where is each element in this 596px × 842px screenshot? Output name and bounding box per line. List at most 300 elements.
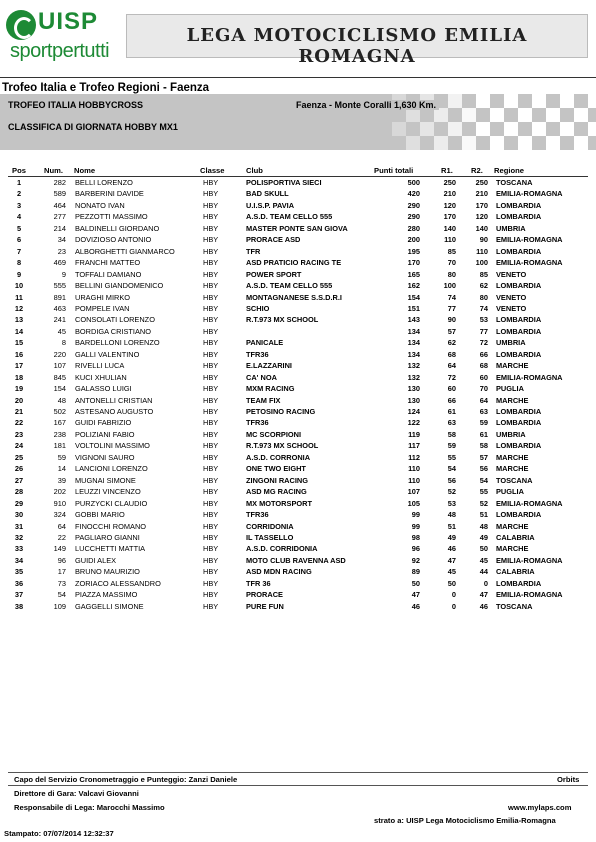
cell-pos: 1: [16, 178, 22, 187]
event-location: Faenza - Monte Coralli 1,630 Km.: [296, 100, 439, 110]
table-row: [0, 429, 596, 440]
cell-tot: 119: [408, 429, 420, 439]
cell-tot: 170: [407, 258, 420, 268]
table-row: [0, 463, 596, 474]
cell-num: 502: [53, 407, 66, 416]
table-row: [0, 188, 596, 199]
uisp-logo: [4, 6, 124, 66]
cell-num: 34: [57, 235, 66, 245]
cell-club: E.LAZZARINI: [246, 361, 292, 371]
cell-r2: 250: [475, 178, 488, 187]
cell-num: 96: [57, 555, 66, 565]
cell-classe: HBY: [203, 590, 219, 600]
cell-num: 14: [57, 464, 66, 474]
cell-r2: 85: [479, 269, 488, 279]
cell-r2: 68: [479, 361, 488, 371]
cell-nome: BORDIGA CRISTIANO: [75, 326, 151, 336]
cell-nome: PEZZOTTI MASSIMO: [75, 212, 148, 222]
table-row: [0, 383, 596, 394]
cell-r2: 61: [479, 429, 488, 439]
cell-tot: 98: [411, 532, 420, 542]
cell-nome: BALDINELLI GIORDANO: [75, 223, 160, 233]
cell-nome: VIGNONI SAURO: [75, 452, 135, 462]
cell-pos: 15: [14, 338, 24, 348]
cell-r2: 0: [483, 578, 488, 588]
cell-r2: 49: [479, 532, 488, 542]
cell-regione: MARCHE: [496, 544, 529, 554]
cell-classe: HBY: [203, 292, 219, 302]
cell-club: A.S.D. TEAM CELLO 555: [246, 212, 333, 222]
cell-tot: 280: [407, 223, 420, 233]
cell-pos: 20: [14, 395, 24, 405]
cell-r1: 58: [447, 429, 456, 439]
cell-r1: 51: [447, 521, 456, 531]
logo-tagline: sportpertutti: [10, 40, 110, 62]
cell-club: TFR36: [246, 418, 269, 428]
cell-pos: 28: [14, 487, 24, 497]
cell-regione: LOMBARDIA: [496, 212, 542, 222]
cell-classe: HBY: [203, 361, 219, 371]
cell-pos: 24: [14, 441, 24, 451]
cell-r2: 140: [475, 223, 488, 233]
cell-club: TFR 36: [246, 578, 271, 588]
cell-r2: 46: [479, 601, 488, 611]
cell-club: PANICALE: [246, 338, 284, 348]
cell-r1: 0: [451, 590, 456, 600]
cell-regione: TOSCANA: [496, 601, 533, 611]
cell-pos: 33: [14, 544, 24, 554]
cell-classe: HBY: [203, 349, 219, 359]
table-row: [0, 234, 596, 245]
cell-pos: 23: [14, 429, 24, 439]
cell-nome: GUIDI ALEX: [75, 555, 117, 565]
cell-classe: HBY: [203, 281, 219, 291]
cell-nome: POMPELE IVAN: [75, 303, 130, 313]
col-nome: Nome: [74, 166, 96, 175]
event-info-box: [0, 94, 596, 150]
cell-pos: 9: [16, 269, 22, 279]
cell-classe: HBY: [203, 521, 219, 531]
cell-classe: HBY: [203, 407, 219, 416]
cell-pos: 30: [14, 510, 24, 520]
trophy-name: TROFEO ITALIA HOBBYCROSS: [8, 100, 143, 110]
table-row: [0, 360, 596, 371]
table-row: [0, 555, 596, 566]
cell-nome: PAGLIARO GIANNI: [75, 532, 140, 542]
table-row: [0, 406, 596, 417]
cell-club: TFR36: [246, 510, 269, 520]
cell-pos: 13: [14, 315, 24, 325]
cell-pos: 34: [14, 555, 24, 565]
cell-tot: 99: [411, 510, 420, 520]
cell-nome: GUIDI FABRIZIO: [75, 418, 132, 428]
cell-r1: 53: [447, 498, 456, 508]
cell-classe: HBY: [203, 235, 219, 245]
cell-nome: GALLI VALENTINO: [75, 349, 140, 359]
cell-tot: 105: [407, 498, 420, 508]
cell-tot: 107: [407, 487, 420, 497]
cell-nome: DOVIZIOSO ANTONIO: [75, 235, 152, 245]
table-row: [0, 417, 596, 428]
col-punti: Punti totali: [374, 166, 414, 175]
cell-r1: 66: [447, 395, 456, 405]
cell-r2: 80: [479, 292, 488, 302]
cell-pos: 3: [16, 200, 22, 210]
cell-nome: VOLTOLINI MASSIMO: [75, 441, 150, 451]
cell-classe: HBY: [203, 200, 219, 210]
cell-classe: HBY: [203, 452, 219, 462]
cell-num: 154: [53, 384, 66, 394]
cell-pos: 22: [14, 418, 24, 428]
cell-tot: 162: [407, 281, 420, 291]
cell-club: ONE TWO EIGHT: [246, 464, 306, 474]
cell-pos: 31: [14, 521, 24, 531]
cell-regione: CALABRIA: [496, 532, 535, 542]
cell-regione: LOMBARDIA: [496, 441, 542, 451]
cell-club: POLISPORTIVA SIECI: [246, 178, 322, 187]
cell-r2: 210: [475, 189, 488, 199]
cell-r2: 44: [479, 567, 488, 577]
cell-pos: 25: [14, 452, 24, 462]
table-row: [0, 521, 596, 532]
cell-r1: 80: [447, 269, 456, 279]
cell-regione: EMILIA-ROMAGNA: [496, 555, 563, 565]
cell-club: U.I.S.P. PAVIA: [246, 200, 295, 210]
cell-r2: 53: [479, 315, 488, 325]
table-row: [0, 200, 596, 211]
cell-r2: 47: [479, 590, 488, 600]
cell-pos: 35: [14, 567, 24, 577]
cell-r2: 120: [475, 212, 488, 222]
cell-club: TFR: [246, 246, 261, 256]
cell-tot: 134: [407, 338, 420, 348]
cell-regione: LOMBARDIA: [496, 315, 542, 325]
cell-r2: 54: [479, 475, 488, 485]
cell-r1: 0: [451, 601, 456, 611]
cell-regione: LOMBARDIA: [496, 200, 542, 210]
cell-club: ASD MDN RACING: [246, 567, 312, 577]
cell-num: 64: [57, 521, 66, 531]
cell-num: 241: [53, 315, 66, 325]
cell-club: PRORACE ASD: [246, 235, 301, 245]
cell-r1: 62: [447, 338, 456, 348]
table-row: [0, 372, 596, 383]
cell-club: MC SCORPIONI: [246, 429, 302, 439]
cell-nome: ZORIACO ALESSANDRO: [75, 578, 161, 588]
table-row: [0, 532, 596, 543]
cell-tot: 50: [411, 578, 420, 588]
cell-r1: 52: [447, 487, 456, 497]
cell-num: 23: [57, 246, 66, 256]
cell-r1: 77: [447, 303, 456, 313]
cell-regione: LOMBARDIA: [496, 578, 542, 588]
cell-num: 107: [53, 361, 66, 371]
cell-pos: 5: [16, 223, 22, 233]
organization-banner: [126, 14, 588, 67]
cell-num: 22: [57, 532, 66, 542]
cell-nome: TOFFALI DAMIANO: [75, 269, 142, 279]
cell-r2: 48: [479, 521, 488, 531]
cell-num: 39: [57, 475, 66, 485]
cell-club: CORRIDONIA: [246, 521, 294, 531]
cell-tot: 132: [407, 361, 420, 371]
cell-nome: MUGNAI SIMONE: [75, 475, 136, 485]
col-r2: R2.: [471, 166, 483, 175]
cell-tot: 290: [407, 212, 420, 222]
cell-r2: 77: [479, 326, 488, 336]
cell-classe: HBY: [203, 303, 219, 313]
table-row: [0, 486, 596, 497]
cell-nome: RIVELLI LUCA: [75, 361, 125, 371]
cell-nome: GAGGELLI SIMONE: [75, 601, 144, 611]
table-row: [0, 395, 596, 406]
cell-pos: 17: [14, 361, 24, 371]
table-row: [0, 543, 596, 554]
cell-num: 54: [57, 590, 66, 600]
cell-nome: PIAZZA MASSIMO: [75, 590, 138, 600]
table-row: [0, 223, 596, 234]
cell-num: 324: [53, 510, 66, 520]
cell-num: 167: [53, 418, 66, 428]
cell-nome: ASTESANO AUGUSTO: [75, 407, 154, 416]
cell-club: ASD PRATICIO RACING TE: [246, 258, 342, 268]
cell-r2: 45: [479, 555, 488, 565]
licensed-to: strato a: UISP Lega Motociclismo Emilia-Romagna: [374, 816, 556, 825]
cell-club: POWER SPORT: [246, 269, 302, 279]
table-row: [0, 578, 596, 589]
cell-num: 73: [57, 578, 66, 588]
table-row: [0, 475, 596, 486]
cell-num: 589: [53, 189, 66, 199]
cell-classe: HBY: [203, 326, 219, 336]
cell-pos: 2: [16, 189, 22, 199]
cell-classe: HBY: [203, 338, 219, 348]
cell-club: SCHIO: [246, 303, 270, 313]
cell-classe: HBY: [203, 487, 219, 497]
logo-brand: UISP: [38, 8, 99, 35]
cell-club: A.S.D. TEAM CELLO 555: [246, 281, 333, 291]
cell-pos: 11: [15, 292, 23, 302]
cell-regione: VENETO: [496, 292, 527, 302]
cell-r2: 100: [475, 258, 488, 268]
mylaps-website: www.mylaps.com: [508, 803, 572, 812]
cell-r2: 60: [479, 372, 488, 382]
cell-tot: 151: [407, 303, 420, 313]
table-row: [0, 257, 596, 268]
cell-nome: BELLINI GIANDOMENICO: [75, 281, 164, 291]
cell-regione: LOMBARDIA: [496, 349, 542, 359]
cell-classe: HBY: [203, 315, 219, 325]
cell-r1: 55: [447, 452, 456, 462]
cell-r1: 63: [447, 418, 456, 428]
cell-classe: HBY: [203, 578, 219, 588]
cell-club: PETOSINO RACING: [246, 407, 316, 416]
cell-tot: 134: [407, 326, 420, 336]
cell-pos: 19: [14, 384, 24, 394]
cell-regione: LOMBARDIA: [496, 246, 542, 256]
col-num: Num.: [44, 166, 63, 175]
print-timestamp: Stampato: 07/07/2014 12:32:37: [4, 829, 114, 838]
cell-club: MASTER PONTE SAN GIOVA: [246, 223, 348, 233]
cell-pos: 32: [14, 532, 24, 542]
cell-regione: LOMBARDIA: [496, 510, 542, 520]
cell-club: R.T.973 MX SCHOOL: [246, 315, 319, 325]
cell-club: MOTO CLUB RAVENNA ASD: [246, 555, 346, 565]
col-pos: Pos: [12, 166, 26, 175]
cell-classe: HBY: [203, 384, 219, 394]
cell-regione: PUGLIA: [496, 487, 524, 497]
col-regione: Regione: [494, 166, 524, 175]
cell-classe: HBY: [203, 510, 219, 520]
cell-regione: EMILIA-ROMAGNA: [496, 372, 563, 382]
cell-club: PURE FUN: [246, 601, 284, 611]
cell-tot: 165: [407, 269, 420, 279]
cell-r2: 50: [479, 544, 488, 554]
cell-regione: EMILIA-ROMAGNA: [496, 235, 563, 245]
table-row: [0, 337, 596, 348]
cell-r1: 72: [447, 372, 456, 382]
cell-regione: PUGLIA: [496, 384, 524, 394]
cell-r2: 57: [479, 452, 488, 462]
cell-num: 149: [53, 544, 66, 554]
cell-r1: 49: [447, 532, 456, 542]
cell-r1: 68: [447, 349, 456, 359]
league-manager: Responsabile di Lega: Marocchi Massimo: [14, 803, 165, 812]
cell-regione: LOMBARDIA: [496, 407, 542, 416]
event-title: Trofeo Italia e Trofeo Regioni - Faenza: [2, 82, 210, 94]
cell-r1: 85: [447, 246, 456, 256]
cell-club: BAD SKULL: [246, 189, 289, 199]
cell-tot: 92: [411, 555, 420, 565]
cell-tot: 132: [407, 372, 420, 382]
cell-r1: 70: [447, 258, 456, 268]
cell-tot: 112: [408, 452, 420, 462]
cell-nome: POLIZIANI FABIO: [75, 429, 135, 439]
cell-r2: 90: [479, 235, 488, 245]
cell-r2: 64: [479, 395, 488, 405]
cell-r1: 50: [447, 578, 456, 588]
cell-classe: HBY: [203, 212, 219, 222]
table-row: [0, 314, 596, 325]
cell-pos: 16: [14, 349, 24, 359]
cell-classe: HBY: [203, 258, 219, 268]
cell-club: IL TASSELLO: [246, 532, 294, 542]
cell-pos: 37: [14, 590, 24, 600]
cell-num: 464: [53, 200, 66, 210]
cell-pos: 29: [14, 498, 24, 508]
cell-pos: 7: [16, 246, 22, 256]
cell-r1: 61: [447, 407, 456, 416]
cell-nome: FRANCHI MATTEO: [75, 258, 141, 268]
cell-nome: BRUNO MAURIZIO: [75, 567, 140, 577]
cell-classe: HBY: [203, 395, 219, 405]
table-row: [0, 589, 596, 600]
cell-pos: 26: [14, 464, 24, 474]
cell-r1: 57: [447, 326, 456, 336]
footer-divider: [8, 772, 588, 773]
cell-regione: LOMBARDIA: [496, 326, 542, 336]
cell-nome: LANCIONI LORENZO: [75, 464, 148, 474]
cell-pos: 4: [16, 212, 22, 222]
cell-club: MXM RACING: [246, 384, 295, 394]
cell-num: 891: [53, 292, 66, 302]
cell-num: 555: [53, 281, 66, 291]
table-row: [0, 246, 596, 257]
cell-regione: LOMBARDIA: [496, 418, 542, 428]
cell-classe: HBY: [203, 532, 219, 542]
cell-club: A.S.D. CORRONIA: [246, 452, 311, 462]
cell-nome: BARBERINI DAVIDE: [75, 189, 144, 199]
cell-r2: 63: [479, 407, 488, 416]
cell-club: ZINGONI RACING: [246, 475, 308, 485]
header-divider: [0, 77, 596, 78]
cell-tot: 117: [408, 441, 420, 451]
cell-pos: 14: [14, 326, 24, 336]
cell-num: 48: [57, 395, 66, 405]
cell-regione: TOSCANA: [496, 178, 533, 187]
cell-club: MONTAGNANESE S.S.D.R.I: [246, 292, 342, 302]
cell-classe: HBY: [203, 544, 219, 554]
cell-tot: 89: [411, 567, 420, 577]
table-row: [0, 601, 596, 612]
cell-regione: UMBRIA: [496, 338, 526, 348]
cell-regione: MARCHE: [496, 361, 529, 371]
orbits-label: Orbits: [557, 775, 580, 784]
cell-classe: HBY: [203, 441, 219, 451]
cell-regione: EMILIA-ROMAGNA: [496, 189, 563, 199]
cell-regione: UMBRIA: [496, 429, 526, 439]
cell-regione: CALABRIA: [496, 567, 535, 577]
cell-tot: 46: [411, 601, 420, 611]
cell-classe: HBY: [203, 223, 219, 233]
table-row: [0, 177, 596, 188]
cell-pos: 8: [16, 258, 22, 268]
table-row: [0, 452, 596, 463]
cell-club: R.T.973 MX SCHOOL: [246, 441, 319, 451]
cell-nome: NONATO IVAN: [75, 200, 125, 210]
cell-r1: 210: [443, 189, 456, 199]
cell-club: CA' NOA: [246, 372, 277, 382]
cell-nome: FINOCCHI ROMANO: [75, 521, 147, 531]
cell-classe: HBY: [203, 567, 219, 577]
cell-regione: EMILIA-ROMAGNA: [496, 258, 563, 268]
table-row: [0, 440, 596, 451]
table-row: [0, 326, 596, 337]
cell-nome: BARDELLONI LORENZO: [75, 338, 160, 348]
cell-tot: 290: [407, 200, 420, 210]
cell-num: 463: [53, 303, 66, 313]
cell-r1: 48: [447, 510, 456, 520]
table-row: [0, 303, 596, 314]
col-r1: R1.: [441, 166, 453, 175]
cell-num: 181: [53, 441, 66, 451]
cell-club: MX MOTORSPORT: [246, 498, 312, 508]
cell-nome: KUCI XHULIAN: [75, 372, 127, 382]
cell-nome: BELLI LORENZO: [75, 178, 133, 187]
cell-classe: HBY: [203, 555, 219, 565]
uisp-logo-icon: [6, 10, 36, 40]
cell-num: 845: [53, 372, 66, 382]
cell-r2: 59: [479, 418, 488, 428]
cell-r2: 72: [479, 338, 488, 348]
footer-divider-2: [8, 785, 588, 786]
cell-regione: EMILIA-ROMAGNA: [496, 498, 563, 508]
cell-r2: 62: [479, 281, 488, 291]
cell-r1: 110: [444, 235, 456, 245]
cell-nome: CONSOLATI LORENZO: [75, 315, 155, 325]
table-row: [0, 498, 596, 509]
cell-classe: HBY: [203, 189, 219, 199]
